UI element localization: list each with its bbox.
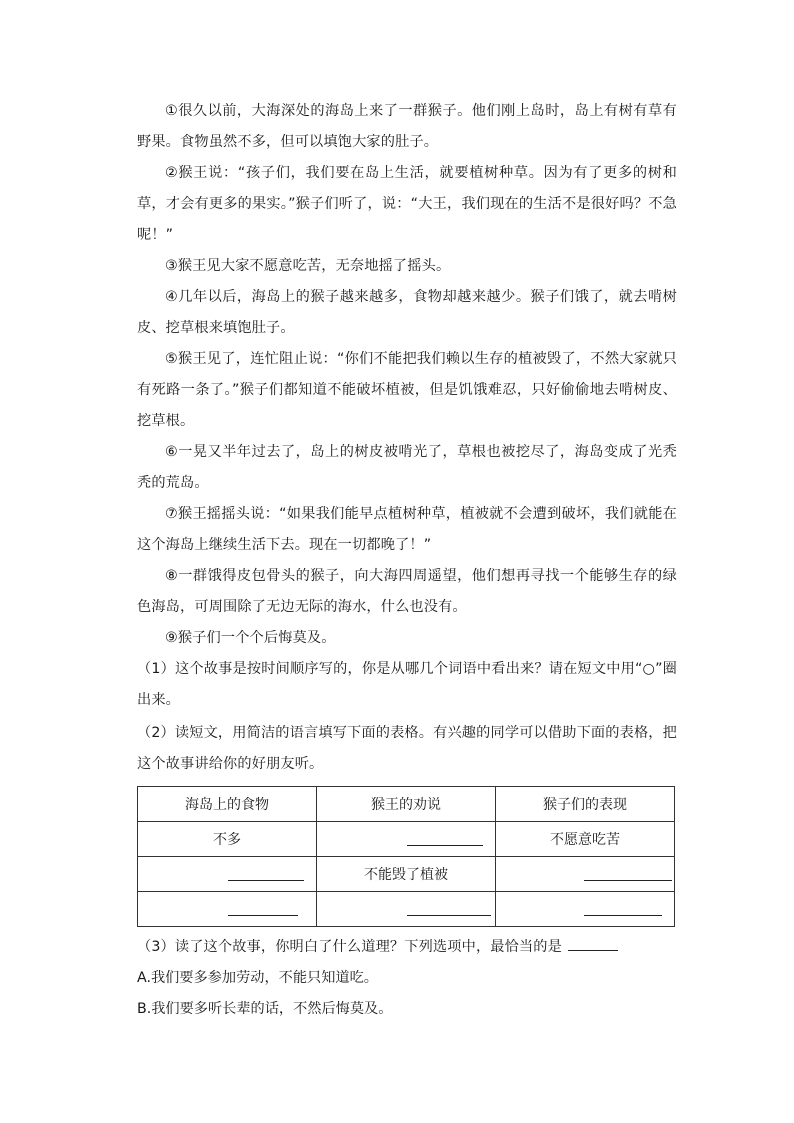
- question-3-text: （3）读了这个故事，你明白了什么道理？下列选项中，最恰当的是: [137, 939, 562, 955]
- story-paragraph-1: ①很久以前，大海深处的海岛上来了一群猴子。他们刚上岛时，岛上有树有草有野果。食物虽然不多，但可以填饱大家的肚子。: [137, 103, 677, 150]
- table-cell-fill-blank[interactable]: [496, 892, 675, 927]
- table-header-cell: 猴王的劝说: [317, 787, 496, 822]
- table-cell: 不愿意吃苦: [496, 822, 675, 857]
- question-1: （1）这个故事是按时间顺序写的，你是从哪几个词语中看出来？请在短文中用“○”圈出来。: [137, 661, 677, 708]
- table-cell: 不多: [138, 822, 317, 857]
- story-paragraph-6: ⑥一晃又半年过去了，岛上的树皮被啃光了，草根也被挖尽了，海岛变成了光秃秃的荒岛。: [137, 444, 677, 491]
- answer-blank-line[interactable]: [584, 880, 672, 881]
- table-header-cell: 猴子们的表现: [496, 787, 675, 822]
- answer-blank-line[interactable]: [228, 880, 304, 881]
- table-cell-fill-blank[interactable]: [317, 822, 496, 857]
- table-row: [138, 822, 675, 857]
- story-paragraph-9: ⑨猴子们一个个后悔莫及。: [165, 630, 336, 646]
- table-row: [138, 857, 675, 892]
- table-cell-fill-blank[interactable]: [317, 892, 496, 927]
- story-paragraph-2: ②猴王说：“孩子们，我们要在岛上生活，就要植树种草。因为有了更多的树和草，才会有更多的果实。”猴子们听了，说：“大王，我们现在的生活不是很好吗？不急呢！”: [137, 165, 677, 243]
- table-cell-fill-blank[interactable]: [138, 857, 317, 892]
- story-paragraph-4: ④几年以后，海岛上的猴子越来越多，食物却越来越少。猴子们饿了，就去啃树皮、挖草根来填饱肚子。: [137, 289, 677, 336]
- table-header-row: [138, 787, 675, 822]
- table-cell-fill-blank[interactable]: [496, 857, 675, 892]
- option-a[interactable]: A.我们要多参加劳动，不能只知道吃。: [137, 970, 378, 986]
- reading-passage: [137, 96, 677, 1025]
- story-paragraph-5: ⑤猴王见了，连忙阻止说：“你们不能把我们赖以生存的植被毁了，不然大家就只有死路一条了。”猴子们都知道不能破坏植被，但是饥饿难忍，只好偷偷地去啃树皮、挖草根。: [137, 351, 677, 429]
- question-2: （2）读短文，用简洁的语言填写下面的表格。有兴趣的同学可以借助下面的表格，把这个故事讲给你的好朋友听。: [137, 725, 677, 772]
- answer-blank-line[interactable]: [568, 936, 618, 951]
- table-cell-fill-blank[interactable]: [138, 892, 317, 927]
- answer-blank-line[interactable]: [407, 915, 491, 916]
- story-paragraph-7: ⑦猴王摇摇头说：“如果我们能早点植树种草，植被就不会遭到破坏，我们就能在这个海岛上继续生活下去。现在一切都晚了！”: [137, 506, 677, 553]
- question-3: [137, 932, 677, 963]
- table-cell: 不能毁了植被: [317, 857, 496, 892]
- option-b[interactable]: B.我们要多听长辈的话，不然后悔莫及。: [137, 1001, 393, 1017]
- story-paragraph-8: ⑧一群饿得皮包骨头的猴子，向大海四周遥望，他们想再寻找一个能够生存的绿色海岛，可周围除了无边无际的海水，什么也没有。: [137, 568, 677, 615]
- table-header-cell: 海岛上的食物: [138, 787, 317, 822]
- story-paragraph-3: ③猴王见大家不愿意吃苦，无奈地摇了摇头。: [165, 258, 451, 274]
- story-summary-table: [137, 786, 675, 927]
- answer-blank-line[interactable]: [584, 915, 662, 916]
- table-row: [138, 892, 675, 927]
- answer-blank-line[interactable]: [228, 915, 298, 916]
- answer-blank-line[interactable]: [407, 845, 483, 846]
